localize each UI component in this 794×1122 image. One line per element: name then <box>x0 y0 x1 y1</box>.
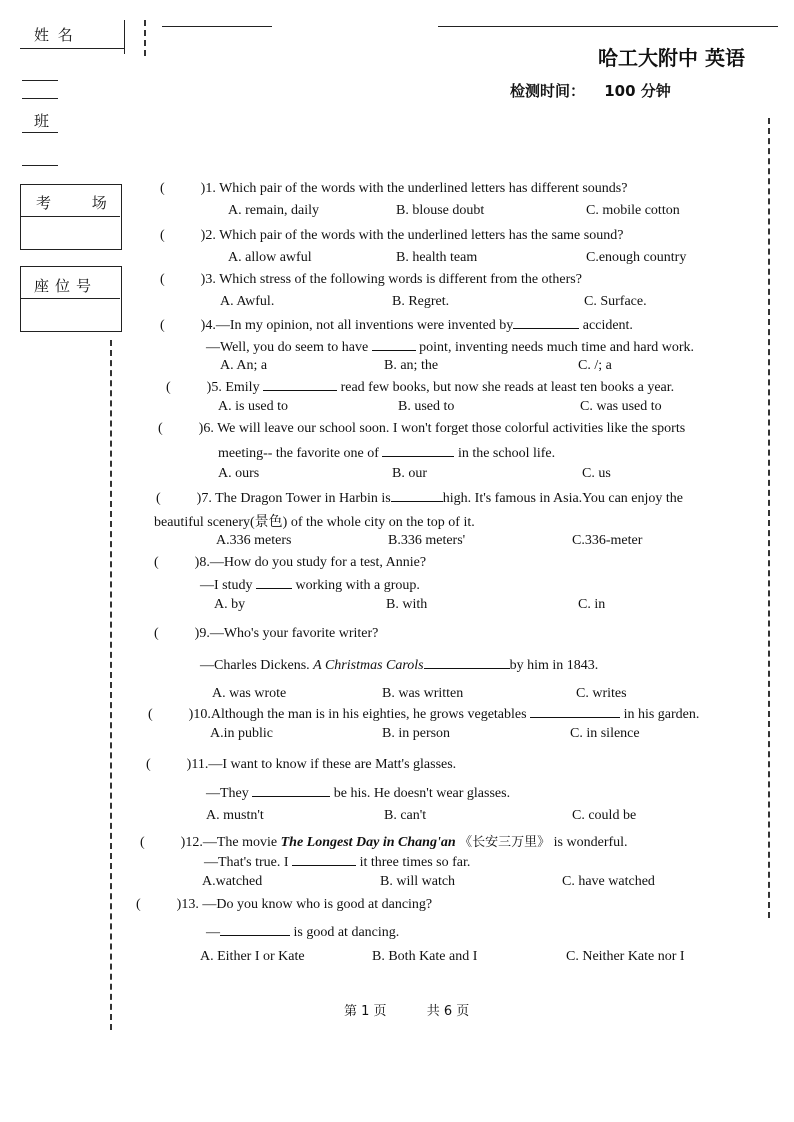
question-stem: —I want to know if these are Matt's glasses. <box>208 757 457 772</box>
option-c: C. was used to <box>580 399 662 414</box>
option-a: A. allow awful <box>228 250 312 265</box>
question-number: 11 <box>191 757 205 772</box>
answer-blank <box>513 316 579 329</box>
answer-blank <box>220 923 290 936</box>
question-number: 7 <box>201 491 209 506</box>
option-b: B. health team <box>396 250 478 265</box>
question-stem: The Dragon Tower in Harbin is <box>215 491 391 506</box>
answer-blank <box>391 489 443 502</box>
answer-blank <box>372 338 416 351</box>
answer-blank <box>530 705 620 718</box>
question-stem: —In my opinion, not all inventions were invented by <box>215 318 514 333</box>
time-value: 100 分钟 <box>604 82 671 100</box>
option-b: B. our <box>392 466 427 481</box>
question-stem: —The movie <box>202 835 278 850</box>
page-number: 第 1 页 <box>344 1004 387 1019</box>
option-c: C. /; a <box>578 358 612 373</box>
question-number: 10 <box>193 707 208 722</box>
question-stem: Which stress of the following words is different from the others? <box>219 272 582 287</box>
answer-blank <box>252 784 330 797</box>
option-b: B. will watch <box>380 874 456 889</box>
option-b: B. blouse doubt <box>396 203 485 218</box>
option-a: A. An; a <box>220 358 268 373</box>
answer-blank <box>263 378 337 391</box>
question-number: 2 <box>205 228 213 243</box>
school-subject-title: 哈工大附中 英语 <box>598 46 745 70</box>
option-c: C. could be <box>572 808 637 823</box>
answer-blank <box>424 656 510 669</box>
blank-line-2 <box>22 98 58 99</box>
option-b: B. Regret. <box>392 294 450 309</box>
option-c: C. writes <box>576 686 627 701</box>
option-c: C. in silence <box>570 726 640 741</box>
option-b: B. with <box>386 597 428 612</box>
option-a: A. is used to <box>218 399 288 414</box>
option-c: C.336-meter <box>572 533 643 548</box>
exam-room-label: 考 场 <box>36 194 125 212</box>
question-stem: We will leave our school soon. I won't forget those colorful activities like the sports <box>217 421 686 436</box>
question-number: 3 <box>205 272 213 287</box>
option-b: B. in person <box>382 726 451 741</box>
option-c: C. mobile cotton <box>586 203 680 218</box>
header-rule-left <box>162 26 272 27</box>
option-c: C. us <box>582 466 611 481</box>
question-number: 8 <box>199 555 207 570</box>
question-number: 13 <box>181 897 196 912</box>
name-divider <box>124 20 125 54</box>
option-a: A. Awful. <box>220 294 275 309</box>
question-number: 12 <box>185 835 200 850</box>
option-b: B. used to <box>398 399 455 414</box>
question-number: 4 <box>205 318 213 333</box>
option-c: C. Neither Kate nor I <box>566 949 685 964</box>
option-b: B. can't <box>384 808 427 823</box>
question-stem: —Who's your favorite writer? <box>209 626 379 641</box>
question-stem: Emily <box>225 380 260 395</box>
answer-blank <box>382 444 454 457</box>
option-a: A.in public <box>210 726 273 741</box>
question-stem: Which pair of the words with the underlined letters has the same sound? <box>219 228 624 243</box>
name-label: 姓 名 <box>34 26 75 44</box>
option-a: A. mustn't <box>206 808 264 823</box>
question-number: 1 <box>205 181 213 196</box>
answer-blank <box>256 576 292 589</box>
class-label: 班 <box>34 112 52 130</box>
blank-line-3 <box>22 132 58 133</box>
header-rule-right <box>438 26 778 27</box>
question-stem: —How do you study for a test, Annie? <box>209 555 427 570</box>
page-footer <box>344 1000 469 1019</box>
name-underline <box>20 48 124 49</box>
question-stem: —Do you know who is good at dancing? <box>202 897 433 912</box>
question-number: 6 <box>203 421 211 436</box>
exam-time <box>510 80 671 101</box>
blank-line-1 <box>22 80 58 81</box>
blank-line-4 <box>22 165 58 166</box>
question-stem: Which pair of the words with the underlined letters has different sounds? <box>219 181 628 196</box>
seat-number-label: 座位号 <box>34 277 98 295</box>
option-b: B. was written <box>382 686 464 701</box>
option-a: A.336 meters <box>216 533 292 548</box>
binding-cut-line <box>110 340 112 1030</box>
answer-blank <box>292 853 356 866</box>
option-a: A. remain, daily <box>228 203 319 218</box>
option-b: B. Both Kate and I <box>372 949 478 964</box>
time-label: 检测时间： <box>510 82 586 100</box>
option-c: C. have watched <box>562 874 655 889</box>
right-dashed-line <box>768 118 770 918</box>
option-c: C. in <box>578 597 606 612</box>
option-b: B. an; the <box>384 358 439 373</box>
question-stem: Although the man is in his eighties, he grows vegetables <box>210 707 527 722</box>
option-a: A. by <box>214 597 246 612</box>
option-b: B.336 meters' <box>388 533 466 548</box>
option-a: A.watched <box>202 874 263 889</box>
page-total: 共 6 页 <box>426 1004 470 1019</box>
option-a: A. Either I or Kate <box>200 949 305 964</box>
option-c: C.enough country <box>586 250 687 265</box>
option-a: A. ours <box>218 466 260 481</box>
question-number: 9 <box>199 626 207 641</box>
option-a: A. was wrote <box>212 686 287 701</box>
option-c: C. Surface. <box>584 294 647 309</box>
question-number: 5 <box>211 380 219 395</box>
cut-line-top <box>144 20 146 56</box>
